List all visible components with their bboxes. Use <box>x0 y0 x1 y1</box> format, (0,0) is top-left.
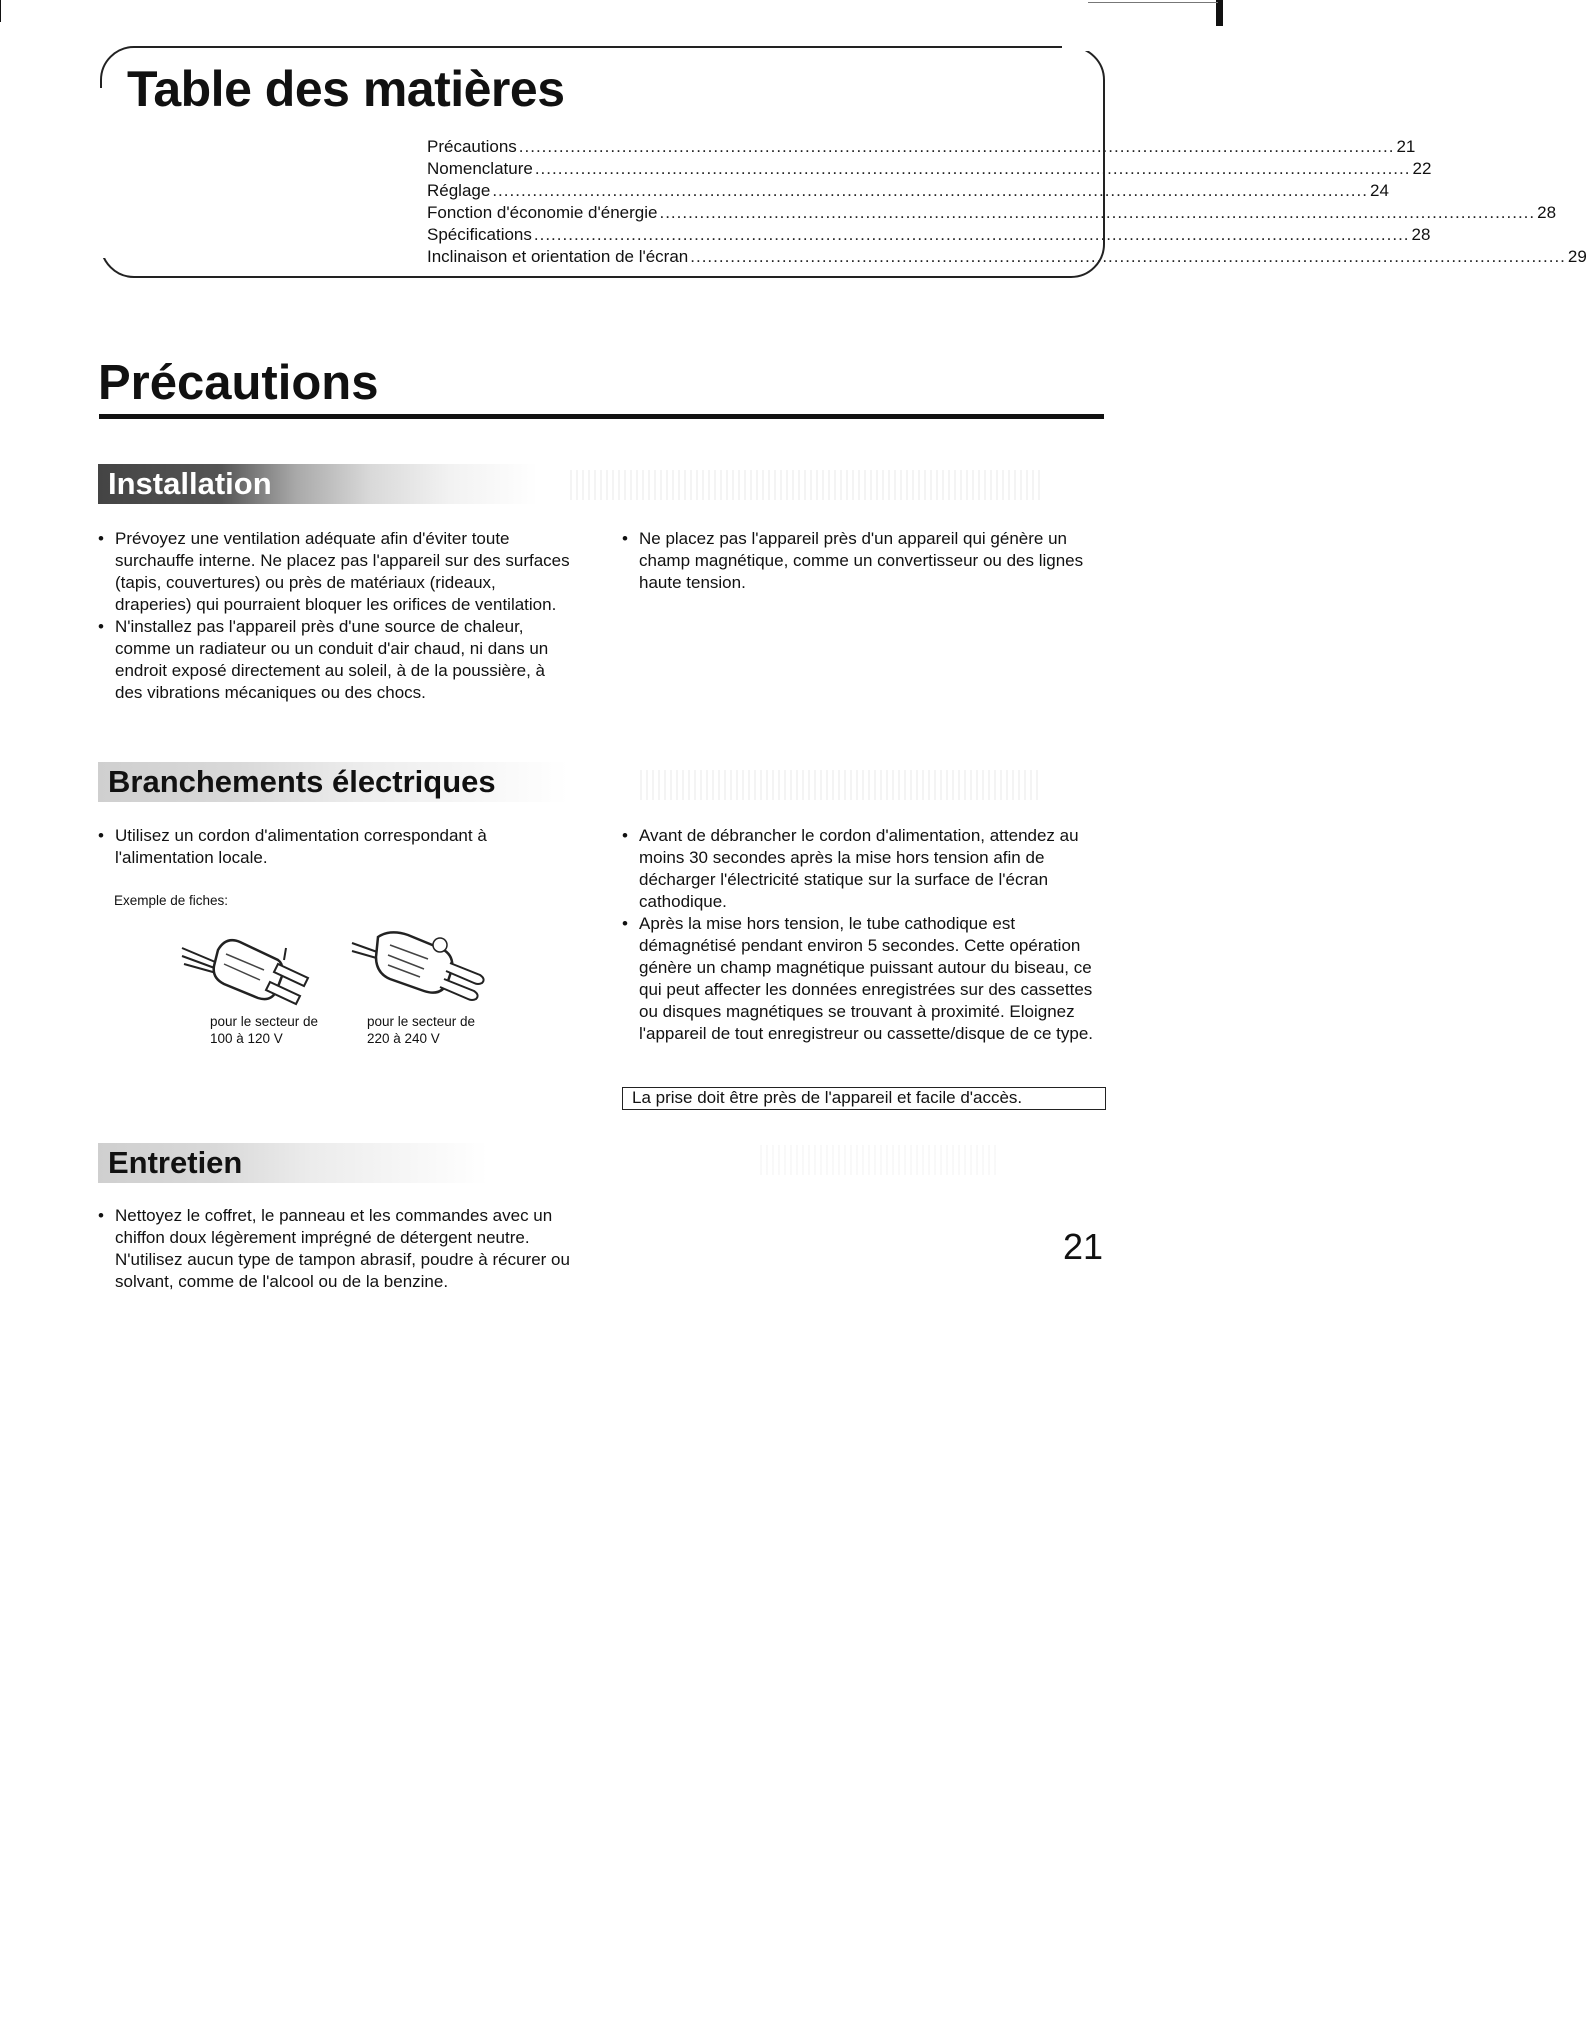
scan-mark <box>0 0 1 22</box>
toc-item[interactable] <box>427 202 1557 224</box>
section-heading-installation: Installation <box>98 464 538 504</box>
section-heading-electrical: Branchements électriques <box>98 762 568 802</box>
toc-item-label: Fonction d'économie d'énergie <box>427 203 658 222</box>
toc-item[interactable] <box>427 224 1431 246</box>
toc-list <box>427 136 1587 268</box>
electrical-right-list <box>622 825 1106 1045</box>
toc-item-page: 28 <box>1537 203 1557 222</box>
plug-icon <box>350 925 500 1005</box>
installation-right-list <box>622 528 1106 594</box>
scan-noise <box>570 470 1040 500</box>
page-number: 21 <box>1063 1226 1104 1267</box>
list-item: • Nettoyez le coffret, le panneau et les commandes avec un chiffon doux légèrement imprégné de détergent neutre. N'utilisez aucun type de tampon abrasif, poudre à récurer ou solvant, comme de l'alcool ou de la benzine. <box>98 1205 576 1293</box>
toc-item-page: 21 <box>1396 137 1416 156</box>
toc-leader: ......................................................................................................................................................... <box>533 225 1410 244</box>
plug-label-us: pour le secteur de 100 à 120 V <box>210 1014 319 1046</box>
list-item: • Prévoyez une ventilation adéquate afin d'éviter toute surchauffe interne. Ne placez pas l'appareil sur des surfaces (tapis, couvertures) ou près de matériaux (rideaux, draperies) qui pourraient bloquer les orifices de ventilation. <box>98 528 576 616</box>
list-item: • Après la mise hors tension, le tube cathodique est démagnétisé pendant environ 5 secondes. Cette opération génère un champ magnétique puissant autour du biseau, ce qui peut affecter les données enregistrées sur des cassettes ou disques magnétiques se trouvant à proximité. Eloignez l'appareil de tout enregistreur ou cassette/disque de ce type. <box>622 913 1106 1045</box>
toc-item[interactable] <box>427 246 1587 268</box>
list-item: • Utilisez un cordon d'alimentation correspondant à l'alimentation locale. <box>98 825 576 869</box>
installation-left-list <box>98 528 576 704</box>
scan-noise <box>760 1145 1000 1175</box>
electrical-left-list <box>98 825 576 869</box>
toc-item[interactable] <box>427 158 1432 180</box>
toc-item-page: 22 <box>1412 159 1432 178</box>
title-rule <box>99 414 1104 419</box>
toc-item-label: Précautions <box>427 137 517 156</box>
plug-label-eu: pour le secteur de 220 à 240 V <box>367 1014 476 1046</box>
notice-box: La prise doit être près de l'appareil et facile d'accès. <box>622 1087 1106 1110</box>
toc-item[interactable] <box>427 180 1389 202</box>
toc-leader: ......................................................................................................................................................... <box>659 203 1536 222</box>
list-item: • N'installez pas l'appareil près d'une source de chaleur, comme un radiateur ou un conduit d'air chaud, ni dans un endroit exposé directement au soleil, à de la poussière, à des vibrations mécaniques ou des chocs. <box>98 616 576 704</box>
page-title: Précautions <box>98 356 379 410</box>
toc-item-label: Nomenclature <box>427 159 533 178</box>
plug-icon <box>180 920 330 1005</box>
plug-caption: Exemple de fiches: <box>114 893 229 908</box>
scan-noise <box>640 770 1040 800</box>
list-item: • Ne placez pas l'appareil près d'un appareil qui génère un champ magnétique, comme un convertisseur ou des lignes haute tension. <box>622 528 1106 594</box>
toc-item-label: Spécifications <box>427 225 532 244</box>
maintenance-list <box>98 1205 576 1293</box>
section-heading-maintenance: Entretien <box>98 1143 488 1183</box>
toc-leader: ......................................................................................................................................................... <box>534 159 1411 178</box>
toc-leader: ......................................................................................................................................................... <box>492 181 1368 200</box>
toc-item-page: 24 <box>1369 181 1389 200</box>
toc-item-page: 28 <box>1411 225 1431 244</box>
toc-item-page: 29 <box>1567 247 1587 266</box>
list-item: • Avant de débrancher le cordon d'alimentation, attendez au moins 30 secondes après la mise hors tension afin de décharger l'électricité statique sur la surface de l'écran cathodique. <box>622 825 1106 913</box>
scan-mark <box>1088 2 1218 3</box>
toc-title: Table des matières <box>127 61 565 117</box>
toc-item-label: Réglage <box>427 181 491 200</box>
scan-mark <box>1216 0 1223 26</box>
toc-leader: ......................................................................................................................................................... <box>518 137 1395 156</box>
toc-leader: ......................................................................................................................................................... <box>690 247 1566 266</box>
toc-item[interactable] <box>427 136 1416 158</box>
toc-item-label: Inclinaison et orientation de l'écran <box>427 247 689 266</box>
